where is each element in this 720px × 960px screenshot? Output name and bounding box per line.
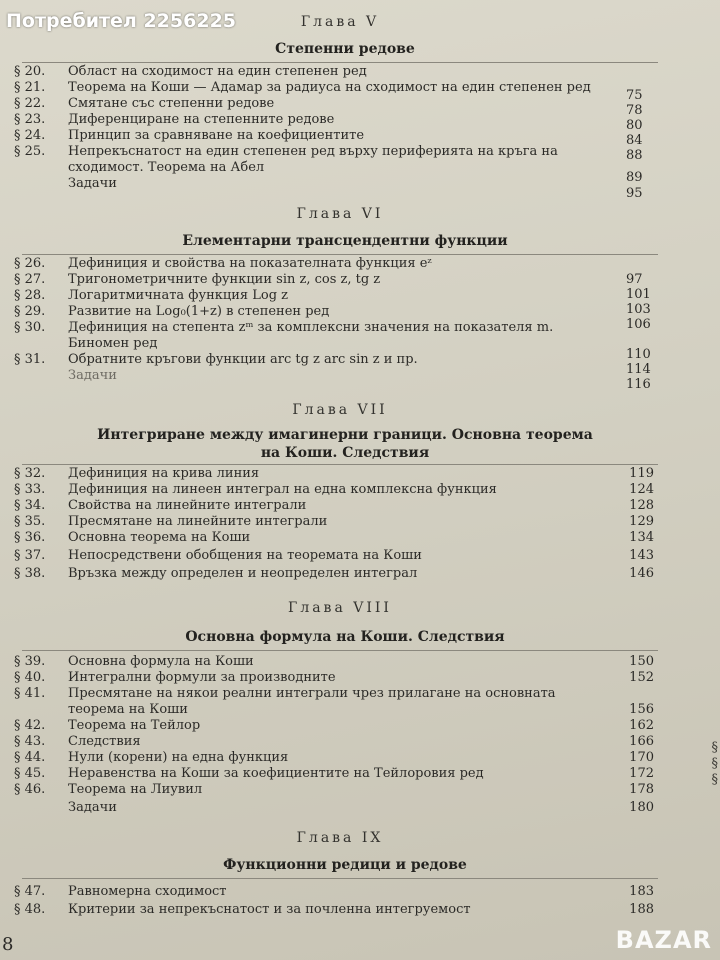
page-ref: 116	[626, 377, 651, 392]
entry-text: Следствия	[68, 734, 141, 749]
section-number: § 42.	[14, 718, 46, 733]
entry-text: Свойства на линейните интеграли	[68, 498, 307, 513]
toc-entry	[14, 566, 654, 582]
toc-entry	[14, 800, 654, 816]
entry-text: Дефиниция на крива линия	[68, 466, 260, 481]
section-number: § 44.	[14, 750, 46, 765]
toc-entry	[14, 304, 654, 320]
page-ref: 78	[626, 103, 643, 118]
entry-text: Дефиниция и свойства на показателната функция eᶻ	[68, 256, 432, 271]
section-number: § 24.	[14, 128, 46, 143]
toc-entry	[14, 766, 654, 782]
toc-entry	[14, 548, 654, 564]
toc-entry	[14, 288, 654, 304]
section-number: § 27.	[14, 272, 46, 287]
entry-continuation: Задачи	[68, 368, 117, 383]
toc-entry	[14, 686, 654, 702]
chapter-heading-7: Глава VII	[292, 402, 388, 418]
page-ref: 128	[629, 498, 654, 513]
divider	[22, 62, 658, 63]
section-number: § 30.	[14, 320, 46, 335]
page-ref: 84	[626, 133, 643, 148]
toc-entry	[14, 96, 654, 112]
entry-text: Неравенства на Коши за коефициентите на Тейлоровия ред	[68, 766, 484, 781]
entry-text: Критерии за непрекъснатост и за почленна интегруемост	[68, 902, 471, 917]
toc-entry	[14, 734, 654, 750]
entry-text: Пресмятане на някои реални интеграли чрез прилагане на основната	[68, 686, 556, 701]
toc-entry	[14, 466, 654, 482]
page-ref: 166	[629, 734, 654, 749]
section-number: § 21.	[14, 80, 46, 95]
entry-text: Непрекъснатост на един степенен ред върху периферията на кръга на	[68, 144, 558, 159]
page-number: 8	[2, 934, 14, 955]
entry-text: Задачи	[68, 800, 117, 815]
chapter-title-5: Степенни редове	[275, 41, 415, 57]
divider	[22, 878, 658, 879]
page-ref: 95	[626, 186, 643, 201]
page-ref: 114	[626, 362, 651, 377]
chapter-title-7-line2: на Коши. Следствия	[260, 445, 430, 461]
chapter-title-9: Функционни редици и редове	[223, 857, 467, 873]
entry-continuation: сходимост. Теорема на Абел	[68, 160, 265, 175]
toc-entry	[14, 482, 654, 498]
entry-text: Нули (корени) на една функция	[68, 750, 289, 765]
divider	[22, 464, 658, 465]
entry-text: Дефиниция на линеен интеграл на една комплексна функция	[68, 482, 497, 497]
toc-entry	[14, 272, 654, 288]
entry-text: Връзка между определен и неопределен интеграл	[68, 566, 418, 581]
section-number: § 39.	[14, 654, 46, 669]
chapter-title-7-line1: Интегриране между имагинерни граници. Основна теорема	[97, 427, 593, 443]
chapter-heading-6: Глава VI	[296, 206, 384, 222]
toc-entry	[14, 128, 654, 144]
entry-continuation: Биномен ред	[68, 336, 158, 351]
section-number: § 29.	[14, 304, 46, 319]
section-number: § 31.	[14, 352, 46, 367]
toc-entry	[14, 702, 654, 718]
entry-text: Теорема на Тейлор	[68, 718, 201, 733]
page-ref: 172	[629, 766, 654, 781]
section-number: § 26.	[14, 256, 46, 271]
section-number: § 34.	[14, 498, 46, 513]
section-number: § 40.	[14, 670, 46, 685]
page-ref: 124	[629, 482, 654, 497]
entry-text: Пресмятане на линейните интеграли	[68, 514, 328, 529]
section-number: § 33.	[14, 482, 46, 497]
page-ref: 178	[629, 782, 654, 797]
toc-entry	[14, 670, 654, 686]
entry-continuation: Задачи	[68, 176, 117, 191]
section-number: § 25.	[14, 144, 46, 159]
entry-text: Равномерна сходимост	[68, 884, 227, 899]
toc-entry	[14, 144, 654, 160]
entry-text: Основна формула на Коши	[68, 654, 254, 669]
page-ref: 89	[626, 170, 643, 185]
toc-entry	[14, 782, 654, 798]
section-number: § 22.	[14, 96, 46, 111]
toc-entry	[14, 80, 654, 96]
toc-entry	[14, 718, 654, 734]
entry-text: Развитие на Log₀(1+z) в степенен ред	[68, 304, 330, 319]
section-number: § 46.	[14, 782, 46, 797]
page-ref: 129	[629, 514, 654, 529]
entry-text: Интегрални формули за производните	[68, 670, 336, 685]
entry-text: Теорема на Коши — Адамар за радиуса на сходимост на един степенен ред	[68, 80, 591, 95]
toc-entry	[14, 64, 654, 80]
section-number: § 36.	[14, 530, 46, 545]
toc-entry	[14, 884, 654, 900]
chapter-title-8: Основна формула на Коши. Следствия	[185, 629, 505, 645]
entry-text: Основна теорема на Коши	[68, 530, 251, 545]
entry-text: Тригонометричните функции sin z, cos z, tg z	[68, 272, 381, 287]
page-ref: 119	[629, 466, 654, 481]
page-ref: 146	[629, 566, 654, 581]
section-number: § 28.	[14, 288, 46, 303]
toc-entry	[14, 256, 654, 272]
watermark-logo: BAZAR	[615, 926, 712, 954]
entry-text: Дефиниция на степента zᵐ за комплексни значения на показателя m.	[68, 320, 554, 335]
section-number: § 47.	[14, 884, 46, 899]
divider	[22, 254, 658, 255]
page-ref: 106	[626, 317, 651, 332]
entry-text: Диференциране на степенните редове	[68, 112, 335, 127]
toc-entry	[14, 750, 654, 766]
toc-entry	[14, 530, 654, 546]
toc-entry	[14, 352, 654, 368]
entry-text: Област на сходимост на един степенен ред	[68, 64, 367, 79]
page-ref: 80	[626, 118, 643, 133]
section-number: § 35.	[14, 514, 46, 529]
page-ref: 188	[629, 902, 654, 917]
page-ref: 143	[629, 548, 654, 563]
section-number: § 43.	[14, 734, 46, 749]
edge-section-marks: § § §	[711, 740, 718, 787]
page-ref: 110	[626, 347, 651, 362]
page-ref: 88	[626, 148, 643, 163]
entry-text: Логаритмичната функция Log z	[68, 288, 289, 303]
chapter-heading-8: Глава VIII	[288, 600, 392, 616]
section-number: § 32.	[14, 466, 46, 481]
page-ref: 75	[626, 88, 643, 103]
section-number: § 45.	[14, 766, 46, 781]
section-number: § 48.	[14, 902, 46, 917]
divider	[22, 650, 658, 651]
page-ref: 170	[629, 750, 654, 765]
entry-text: Непосредствени обобщения на теоремата на Коши	[68, 548, 422, 563]
entry-text: Теорема на Лиувил	[68, 782, 203, 797]
section-number: § 41.	[14, 686, 46, 701]
section-number: § 23.	[14, 112, 46, 127]
toc-entry	[14, 902, 654, 918]
entry-text: Принцип за сравняване на коефициентите	[68, 128, 365, 143]
page-ref: 162	[629, 718, 654, 733]
page-ref: 103	[626, 302, 651, 317]
page-ref: 180	[629, 800, 654, 815]
chapter-heading-5: Глава V	[300, 14, 380, 30]
page-ref: 183	[629, 884, 654, 899]
page-ref: 152	[629, 670, 654, 685]
page-ref: 150	[629, 654, 654, 669]
toc-entry	[14, 654, 654, 670]
page-ref: 101	[626, 287, 651, 302]
page-ref: 97	[626, 272, 643, 287]
entry-text: Обратните кръгови функции arc tg z arc sin z и пр.	[68, 352, 418, 367]
toc-entry	[14, 320, 654, 336]
section-number: § 20.	[14, 64, 46, 79]
entry-text: теорема на Коши	[68, 702, 188, 717]
toc-entry	[14, 514, 654, 530]
section-number: § 37.	[14, 548, 46, 563]
toc-entry	[14, 112, 654, 128]
page-ref: 134	[629, 530, 654, 545]
seller-label: Потребител 2256225	[6, 10, 237, 32]
section-number: § 38.	[14, 566, 46, 581]
entry-text: Смятане със степенни редове	[68, 96, 275, 111]
chapter-heading-9: Глава IX	[296, 830, 384, 846]
chapter-title-6: Елементарни трансцендентни функции	[182, 233, 508, 249]
page-ref: 156	[629, 702, 654, 717]
toc-entry	[14, 498, 654, 514]
